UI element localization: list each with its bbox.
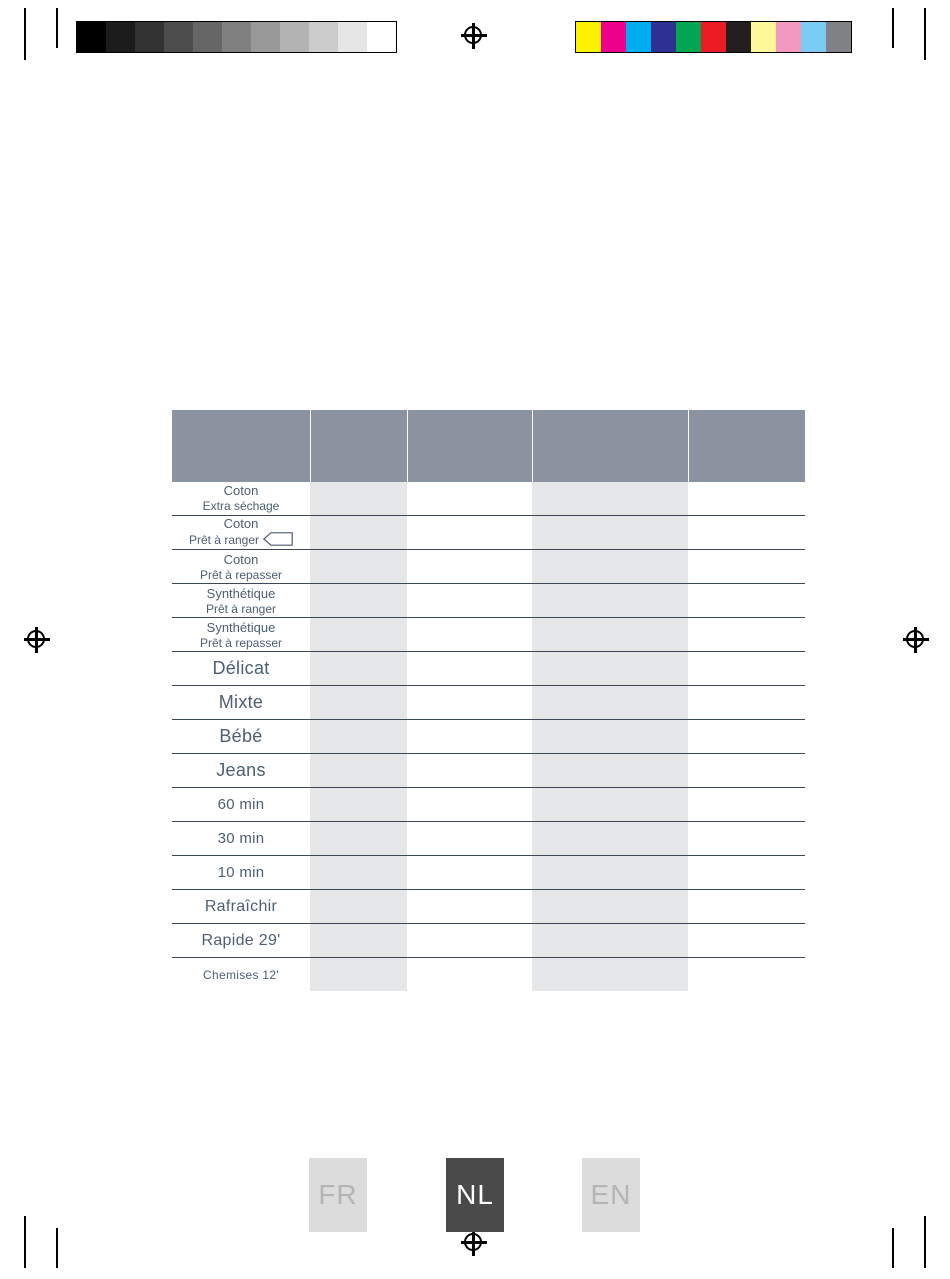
- program-name-cell: [172, 686, 310, 720]
- language-selector: [0, 1158, 950, 1234]
- program-value-cell: [407, 584, 532, 618]
- table-row: [172, 754, 805, 788]
- program-value-cell: [688, 516, 805, 550]
- grayscale-swatch: [309, 22, 338, 52]
- language-chip-fr[interactable]: [309, 1158, 367, 1232]
- grayscale-swatch: [135, 22, 164, 52]
- program-value-cell: [310, 856, 407, 890]
- language-chip-fr-label: FR: [318, 1179, 358, 1210]
- program-value-cell: [688, 924, 805, 958]
- language-chip-en-label: EN: [590, 1179, 632, 1210]
- table-row: [172, 516, 805, 550]
- program-value-cell: [407, 856, 532, 890]
- grayscale-swatch: [280, 22, 309, 52]
- program-value-cell: [532, 516, 688, 550]
- table-row: [172, 856, 805, 890]
- program-value-cell: [532, 686, 688, 720]
- program-name-cell: [172, 482, 310, 516]
- program-value-cell: [532, 652, 688, 686]
- program-name-cell: [172, 516, 310, 550]
- program-value-cell: [407, 788, 532, 822]
- program-name-cell: [172, 720, 310, 754]
- program-value-cell: [310, 890, 407, 924]
- program-value-cell: [688, 822, 805, 856]
- language-chip-en[interactable]: [582, 1158, 640, 1232]
- program-name-line2: [172, 499, 310, 514]
- color-swatch: [701, 22, 726, 52]
- program-value-cell: [532, 618, 688, 652]
- color-calibration-strip: [575, 21, 852, 53]
- program-name-line1: 10 min: [217, 863, 265, 881]
- color-swatch: [601, 22, 626, 52]
- program-value-cell: [407, 516, 532, 550]
- tag-icon: [263, 532, 293, 550]
- program-name-line1: Coton: [223, 551, 259, 567]
- table-row: [172, 958, 805, 992]
- grayscale-swatch: [222, 22, 251, 52]
- program-value-cell: [407, 618, 532, 652]
- program-value-cell: [532, 482, 688, 516]
- color-swatch: [676, 22, 701, 52]
- grayscale-swatch: [77, 22, 106, 52]
- program-value-cell: [407, 652, 532, 686]
- program-name-line1: Synthétique: [206, 619, 276, 635]
- grayscale-swatch: [338, 22, 367, 52]
- program-name-line2-text: Prêt à repasser: [199, 567, 283, 582]
- grayscale-swatch: [367, 22, 396, 52]
- program-value-cell: [532, 754, 688, 788]
- crop-mark-bottom-left-inner: [56, 1228, 58, 1268]
- registration-target-top: [461, 23, 487, 49]
- program-name-line1: Chemises 12': [203, 967, 279, 982]
- program-value-cell: [407, 822, 532, 856]
- program-name-line2-text: Prêt à repasser: [199, 635, 283, 650]
- program-value-cell: [532, 720, 688, 754]
- program-value-cell: [310, 652, 407, 686]
- program-name-cell: [172, 822, 310, 856]
- program-value-cell: [688, 856, 805, 890]
- program-value-cell: [688, 652, 805, 686]
- table-row: [172, 890, 805, 924]
- program-value-cell: [407, 720, 532, 754]
- program-value-cell: [688, 584, 805, 618]
- program-name-line2: [172, 532, 310, 550]
- program-value-cell: [407, 754, 532, 788]
- color-swatch: [651, 22, 676, 52]
- color-swatch: [726, 22, 751, 52]
- program-value-cell: [532, 856, 688, 890]
- program-value-cell: [310, 788, 407, 822]
- program-value-cell: [407, 958, 532, 992]
- table-header-cell-program: [172, 410, 310, 482]
- table-row: [172, 788, 805, 822]
- program-name-cell: [172, 618, 310, 652]
- crop-mark-top-left-vertical: [24, 8, 26, 60]
- program-value-cell: [310, 482, 407, 516]
- color-swatch: [801, 22, 826, 52]
- table-row: [172, 686, 805, 720]
- program-value-cell: [310, 924, 407, 958]
- language-chip-nl-label: NL: [456, 1179, 494, 1210]
- registration-target-right: [903, 627, 929, 653]
- table-row: [172, 550, 805, 584]
- table-row: [172, 924, 805, 958]
- table-header-cell-c: [532, 410, 688, 482]
- grayscale-swatch: [164, 22, 193, 52]
- program-value-cell: [532, 822, 688, 856]
- program-value-cell: [310, 618, 407, 652]
- grayscale-swatch: [193, 22, 222, 52]
- table-header: [172, 410, 805, 482]
- program-value-cell: [310, 958, 407, 992]
- table-header-cell-b: [407, 410, 532, 482]
- program-name-cell: [172, 788, 310, 822]
- program-value-cell: [310, 822, 407, 856]
- program-name-line2-text: Extra séchage: [202, 499, 280, 514]
- table-header-cell-d: [688, 410, 805, 482]
- program-name-line1: Mixte: [218, 692, 264, 712]
- program-name-line2: [172, 568, 310, 583]
- table-body: [172, 482, 805, 991]
- registration-target-left: [24, 627, 50, 653]
- program-name-cell: [172, 550, 310, 584]
- program-value-cell: [532, 550, 688, 584]
- program-value-cell: [310, 584, 407, 618]
- program-name-cell: [172, 890, 310, 924]
- program-value-cell: [532, 584, 688, 618]
- program-name-line2-text: Prêt à ranger: [188, 532, 260, 547]
- program-value-cell: [310, 754, 407, 788]
- program-name-line1: Bébé: [219, 726, 263, 746]
- program-name-line2-text: Prêt à ranger: [205, 601, 277, 616]
- program-table: [172, 410, 805, 991]
- program-name-line1: 30 min: [217, 829, 265, 847]
- program-value-cell: [688, 720, 805, 754]
- program-name-cell: [172, 754, 310, 788]
- program-value-cell: [310, 550, 407, 584]
- table-header-cell-a: [310, 410, 407, 482]
- color-swatch: [576, 22, 601, 52]
- program-value-cell: [688, 686, 805, 720]
- language-chip-nl[interactable]: [446, 1158, 504, 1232]
- program-name-cell: [172, 652, 310, 686]
- grayscale-swatch: [106, 22, 135, 52]
- program-value-cell: [407, 550, 532, 584]
- program-name-line1: Jeans: [216, 760, 266, 780]
- program-name-line1: Coton: [223, 483, 259, 499]
- table-row: [172, 822, 805, 856]
- program-name-line1: 60 min: [217, 795, 265, 813]
- table-row: [172, 720, 805, 754]
- grayscale-calibration-strip: [76, 21, 397, 53]
- program-name-line1: Coton: [223, 516, 259, 531]
- crop-mark-bottom-right-inner: [892, 1228, 894, 1268]
- program-value-cell: [532, 958, 688, 992]
- program-value-cell: [688, 754, 805, 788]
- program-name-line1: Rapide 29': [201, 932, 281, 950]
- program-name-cell: [172, 924, 310, 958]
- program-value-cell: [532, 924, 688, 958]
- program-name-cell: [172, 958, 310, 992]
- program-value-cell: [310, 720, 407, 754]
- program-value-cell: [688, 890, 805, 924]
- grayscale-swatch: [251, 22, 280, 52]
- program-name-line1: Synthétique: [206, 585, 276, 601]
- program-value-cell: [310, 516, 407, 550]
- program-value-cell: [688, 788, 805, 822]
- program-value-cell: [688, 618, 805, 652]
- program-value-cell: [688, 958, 805, 992]
- crop-mark-top-right-inner: [892, 8, 894, 48]
- color-swatch: [751, 22, 776, 52]
- color-swatch: [826, 22, 851, 52]
- program-name-line1: Rafraîchir: [204, 898, 278, 916]
- program-name-line2: [172, 636, 310, 651]
- table-row: [172, 618, 805, 652]
- program-name-cell: [172, 584, 310, 618]
- program-value-cell: [310, 686, 407, 720]
- program-value-cell: [532, 890, 688, 924]
- program-value-cell: [688, 482, 805, 516]
- program-value-cell: [407, 686, 532, 720]
- program-value-cell: [407, 890, 532, 924]
- table-header-row: [172, 410, 805, 482]
- table-row: [172, 482, 805, 516]
- program-value-cell: [407, 924, 532, 958]
- crop-mark-top-left-inner: [56, 8, 58, 48]
- table-row: [172, 652, 805, 686]
- program-value-cell: [688, 550, 805, 584]
- program-value-cell: [407, 482, 532, 516]
- table-row: [172, 584, 805, 618]
- program-value-cell: [532, 788, 688, 822]
- color-swatch: [626, 22, 651, 52]
- program-name-line1: Délicat: [212, 658, 270, 678]
- color-swatch: [776, 22, 801, 52]
- crop-mark-top-right-vertical: [924, 8, 926, 60]
- program-name-line2: [172, 602, 310, 617]
- program-name-cell: [172, 856, 310, 890]
